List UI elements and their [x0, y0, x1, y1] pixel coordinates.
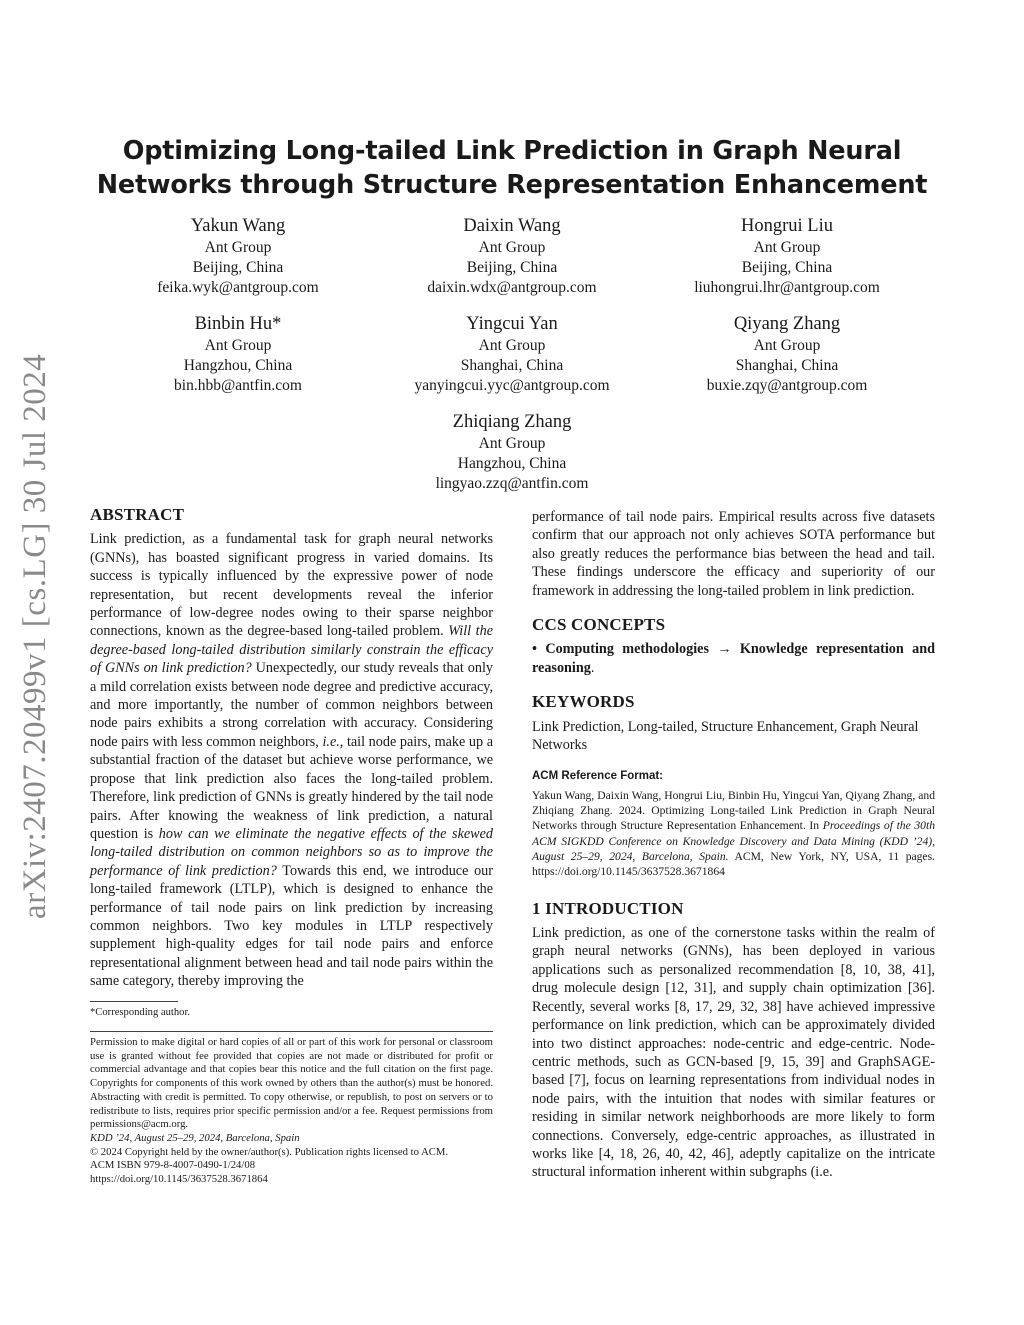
- author-name: Qiyang Zhang: [733, 314, 841, 334]
- author-email: bin.hbb@antfin.com: [174, 377, 302, 394]
- abstract-heading: ABSTRACT: [90, 505, 185, 524]
- author-location: Shanghai, China: [460, 357, 564, 374]
- author-email: lingyao.zzq@antfin.com: [435, 475, 589, 492]
- author-location: Beijing, China: [192, 259, 284, 276]
- doi-link[interactable]: https://doi.org/10.1145/3637528.3671864: [90, 1173, 268, 1186]
- author-location: Beijing, China: [741, 259, 833, 276]
- author-email: yanyingcui.yyc@antgroup.com: [414, 377, 610, 394]
- author-email: liuhongrui.lhr@antgroup.com: [694, 279, 880, 296]
- author-name: Binbin Hu*: [194, 314, 282, 334]
- author-affiliation: Ant Group: [478, 435, 546, 452]
- arxiv-identifier-stamp: arXiv:2407.20499v1 [cs.LG] 30 Jul 2024: [17, 353, 53, 919]
- introduction-body: Link prediction, as one of the cornerstone tasks within the realm of graph neural networks (GNNs), has been deployed in various applications such as personalized recommendation [8, 10, 38, 41], drug molecule design [12, 31], and supply chain optimization [36]. Recently, several works [8, 17, 29, 32, 38] have achieved impressive performance on link prediction, which can be approximately divided into two distinct approaches: node-centric and edge-centric. Node-centric methods, such as GCN-based [9, 15, 39] and GraphSAGE-based [7], focus on learning representations from individual nodes in node pairs, with the intuition that nodes with similar features or residing in similar network neighborhoods are more likely to form connections. Conversely, edge-centric approaches, as illustrated in works like [4, 18, 26, 40, 42, 46], adeptly capitalize on the intricate structural information inherent within subgraphs (i.e.: [532, 925, 935, 1181]
- author-block: [88, 215, 388, 298]
- author-block: [637, 313, 937, 396]
- author-affiliation: Ant Group: [753, 337, 821, 354]
- author-block: [362, 411, 662, 494]
- author-name: Zhiqiang Zhang: [452, 412, 572, 432]
- right-column: [532, 508, 935, 1182]
- author-email: daixin.wdx@antgroup.com: [427, 279, 597, 296]
- permission-text: Permission to make digital or hard copies of all or part of this work for personal or classroom use is granted without fee provided that copies are not made or distributed for profit or commercial advantage and that copies bear this notice and the full citation on the first page. Copyrights for components of this work owned by others than the author(s) must be honored. Abstracting with credit is permitted. To copy otherwise, or republish, to post on servers or to redistribute to lists, requires prior specific permission and/or a fee. Request permissions from permissions@acm.org.: [90, 1036, 493, 1131]
- author-affiliation: Ant Group: [478, 239, 546, 256]
- author-affiliation: Ant Group: [204, 239, 272, 256]
- copyright-line: © 2024 Copyright held by the owner/author(s). Publication rights licensed to ACM.: [90, 1145, 449, 1158]
- author-location: Shanghai, China: [735, 357, 839, 374]
- introduction-heading: 1 INTRODUCTION: [532, 898, 684, 918]
- footnote-corresponding-author: *Corresponding author.: [90, 1007, 191, 1018]
- abstract-continued: performance of tail node pairs. Empirical results across five datasets confirm that our approach not only achieves SOTA performance but also greatly reduces the performance bias between the head and tail. These findings underscore the efficacy and superiority of our framework in addressing the long-tailed problem in link prediction.: [532, 509, 935, 599]
- permission-notice: [90, 1036, 493, 1187]
- left-column: [90, 506, 493, 991]
- author-name: Yingcui Yan: [466, 314, 558, 334]
- author-location: Hangzhou, China: [457, 455, 567, 472]
- author-location: Beijing, China: [466, 259, 558, 276]
- ccs-concepts: • Computing methodologies → Knowledge representation and reasoning.: [532, 641, 935, 676]
- isbn-line: ACM ISBN 979-8-4007-0490-1/24/08: [90, 1159, 256, 1172]
- ccs-heading: CCS CONCEPTS: [532, 615, 666, 635]
- author-location: Hangzhou, China: [183, 357, 293, 374]
- author-block: [362, 313, 662, 396]
- author-email: feika.wyk@antgroup.com: [157, 279, 319, 296]
- author-affiliation: Ant Group: [478, 337, 546, 354]
- author-affiliation: Ant Group: [204, 337, 272, 354]
- keywords-heading: KEYWORDS: [532, 692, 635, 712]
- author-name: Daixin Wang: [463, 216, 561, 236]
- abstract-body: Link prediction, as a fundamental task for graph neural networks (GNNs), has boasted significant progress in varied domains. Its success is typically influenced by the expressive power of node representation, but recent developments reveal the inferior performance of low-degree nodes owing to their sparse neighbor connections, known as the degree-based long-tailed problem. Will the degree-based long-tailed distribution similarly constrain the efficacy of GNNs on link prediction? Unexpectedly, our study reveals that only a mild correlation exists between node degree and predictive accuracy, and more importantly, the number of common neighbors between node pairs exhibits a strong correlation with accuracy. Considering node pairs with less common neighbors, i.e., tail node pairs, make up a substantial fraction of the dataset but achieve worse performance, we propose that link prediction also faces the long-tailed problem. Therefore, link prediction of GNNs is greatly hindered by the tail node pairs. After knowing the weakness of link prediction, a natural question is how can we eliminate the negative effects of the skewed long-tailed distribution on common neighbors so as to improve the performance of link prediction? Towards this end, we introduce our long-tailed framework (LTLP), which is designed to enhance the performance of tail node pairs on link prediction by increasing common neighbors. Two key modules in LTLP respectively supplement high-quality edges for tail node pairs and enforce representational alignment between head and tail node pairs within the same category, thereby improving the: [90, 531, 494, 990]
- author-block: [637, 215, 937, 298]
- paper-title: Optimizing Long-tailed Link Prediction in Graph Neural Networks through Structure Representation Enhancement: [96, 136, 928, 200]
- footnote-rule: [90, 1001, 178, 1002]
- permission-rule: [90, 1031, 493, 1032]
- acm-reference-heading: ACM Reference Format:: [532, 770, 663, 783]
- author-block: [88, 313, 388, 396]
- author-block: [362, 215, 662, 298]
- keywords-text: Link Prediction, Long-tailed, Structure Enhancement, Graph Neural Networks: [532, 718, 919, 754]
- author-affiliation: Ant Group: [753, 239, 821, 256]
- author-email: buxie.zqy@antgroup.com: [706, 377, 868, 394]
- author-name: Yakun Wang: [190, 216, 286, 236]
- acm-reference-text: Yakun Wang, Daixin Wang, Hongrui Liu, Binbin Hu, Yingcui Yan, Qiyang Zhang, and Zhiqiang Zhang. 2024. Optimizing Long-tailed Link Prediction in Graph Neural Networks through Structure Representation Enhancement. In Proceedings of the 30th ACM SIGKDD Conference on Knowledge Discovery and Data Mining (KDD ’24), August 25–29, 2024, Barcelona, Spain. ACM, New York, NY, USA, 11 pages. https://doi.org/10.1145/3637528.3671864: [532, 788, 935, 879]
- acm-reference: [532, 767, 935, 879]
- conference-venue: KDD ’24, August 25–29, 2024, Barcelona, Spain: [90, 1131, 300, 1144]
- author-name: Hongrui Liu: [741, 216, 833, 236]
